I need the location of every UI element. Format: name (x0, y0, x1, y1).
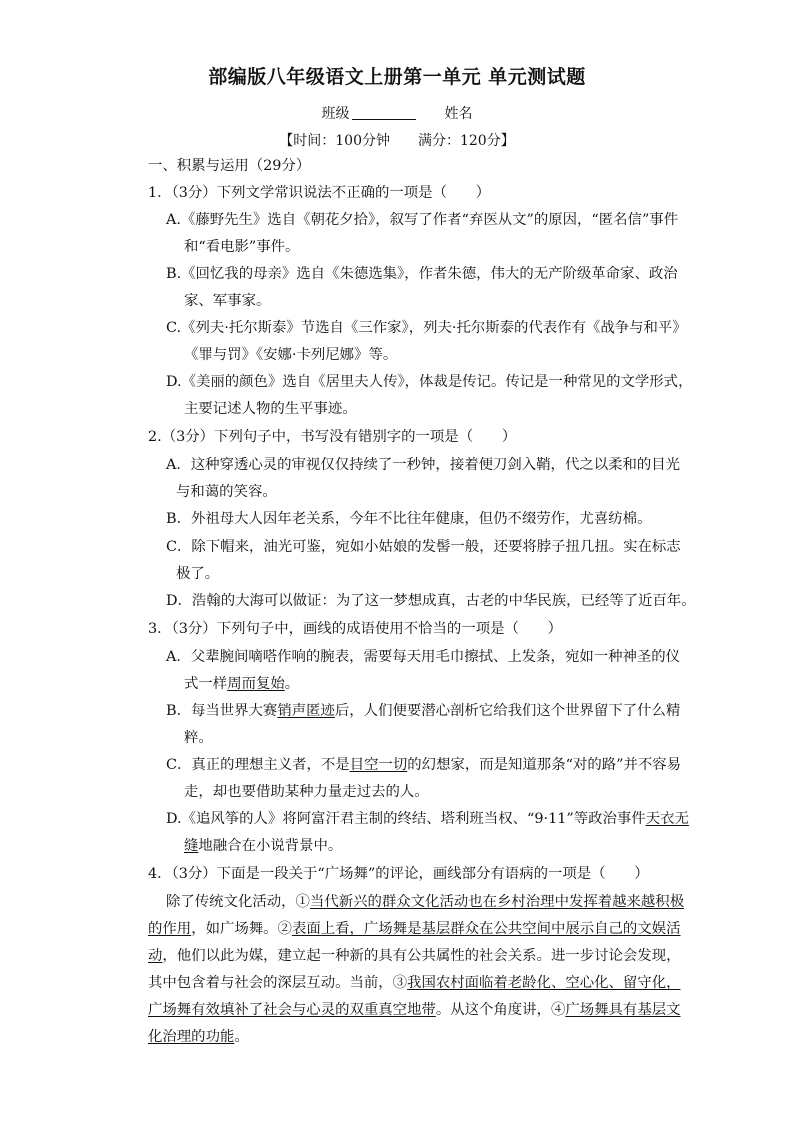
q4-passage-line-1 (166, 892, 684, 912)
underlined-phrase: 的作用 (148, 921, 192, 937)
underlined-idiom: 销声匿迹 (277, 703, 335, 719)
q1-option-d: D.《美丽的颜色》选自《居里夫人传》，体裁是传记。传记是一种常见的文学形式， (166, 374, 693, 390)
q1-option-b-cont: 家、军事家。 (184, 293, 271, 309)
time-info: 【时间：100分钟 满分：120分】 (279, 133, 515, 149)
text-span: 。 (284, 676, 300, 692)
q2-option-a-cont: 与和蔼的笑容。 (176, 484, 277, 500)
underlined-phrase: 广场舞有效填补了社会与心灵的双重真空地带 (148, 1002, 436, 1018)
underlined-idiom: 天衣无 (645, 811, 689, 827)
q4-passage-line-6 (148, 1027, 249, 1047)
underlined-idiom: 周而复始 (227, 676, 285, 692)
text-span: 后，人们便要潜心剖析它给我们这个世界留下了什么精 (334, 703, 681, 719)
q2-option-b: B．外祖母大人因年老关系，今年不比往年健康，但仍不缀劳作，尤喜纺棉。 (166, 511, 652, 527)
q3-option-a: A．父辈腕间嘀嗒作响的腕表，需要每天用毛巾擦拭、上发条，宛如一种神圣的仪 (166, 649, 681, 665)
text-span: 式一样 (184, 676, 228, 692)
q1-option-c: C.《列夫·托尔斯泰》节选自《三作家》，列夫·托尔斯泰的代表作有《战争与和平》 (166, 320, 687, 336)
q3-option-d (166, 809, 689, 829)
text-span: 地融合在小说背景中。 (198, 838, 343, 854)
q3-option-a-cont (184, 674, 299, 694)
q4-passage-line-5 (148, 1000, 681, 1020)
text-span: 。 (234, 1029, 249, 1045)
q3-option-b (166, 701, 680, 721)
text-span: 除了传统文化活动，① (166, 894, 310, 910)
class-label: 班级 (321, 106, 350, 122)
text-span: C．真正的理想主义者，不是 (166, 757, 350, 773)
text-span: B．每当世界大赛 (166, 703, 278, 719)
q1-option-a-cont: 和“看电影”事件。 (184, 239, 300, 255)
section-heading: 一、积累与运用（29分） (148, 158, 311, 174)
q4-passage-line-2 (148, 919, 681, 939)
q2-stem: 2.（3分）下列句子中，书写没有错别字的一项是（ ） (148, 429, 517, 445)
text-span: ，他们以此为媒，建立起一种新的具有公共属性的社会关系。进一步讨论会发现， (162, 948, 681, 964)
page-title: 部编版八年级语文上册第一单元 单元测试题 (208, 66, 586, 88)
class-blank[interactable] (352, 105, 416, 120)
underlined-phrase: 化治理的功能 (148, 1029, 235, 1045)
underlined-phrase: 我国农村面临着老龄化、空心化、留守化， (407, 975, 681, 991)
q3-option-d-cont (184, 836, 342, 856)
underlined-phrase: 表面上看，广场舞是基层群众在公共空间中展示自己的文娱活 (291, 921, 681, 937)
text-span: D.《追风筝的人》将阿富汗君主制的终结、塔利班当权、“9·11”等政治事件 (166, 811, 646, 827)
q1-option-a: A.《藤野先生》选自《朝花夕拾》，叙写了作者“弃医从文”的原因，“匿名信”事件 (166, 212, 679, 228)
student-info-row (0, 103, 794, 123)
text-span: 的幻想家，而是知道那条“对的路”并不容易 (407, 757, 682, 773)
q3-option-b-cont: 粹。 (184, 730, 213, 746)
text-span: 。从这个角度讲，④ (435, 1002, 566, 1018)
q2-option-c: C．除下帽来，油光可鉴，宛如小姑娘的发髻一般，还要将脖子扭几扭。实在标志 (166, 539, 681, 555)
q3-stem: 3．（3分）下列句子中，画线的成语使用不恰当的一项是（ ） (148, 621, 563, 637)
underlined-phrase: 广场舞具有基层文 (565, 1002, 681, 1018)
q1-stem: 1．（3分）下列文学常识说法不正确的一项是（ ） (148, 185, 491, 201)
q4-passage-line-4 (148, 973, 680, 993)
q2-option-a: A．这种穿透心灵的审视仅仅持续了一秒钟，接着便刀剑入鞘，代之以柔和的目光 (166, 457, 681, 473)
underlined-idiom: 缝 (184, 838, 199, 854)
name-label: 姓名 (444, 106, 473, 122)
underlined-phrase: 动 (148, 948, 163, 964)
q2-option-c-cont: 极了。 (176, 566, 220, 582)
q4-stem: 4．（3分）下面是一段关于“广场舞”的评论，画线部分有语病的一项是（ ） (148, 866, 649, 882)
q1-option-c-cont: 《罪与罚》《安娜·卡列尼娜》等。 (184, 347, 398, 363)
text-span: 其中包含着与社会的深层互动。当前，③ (148, 975, 408, 991)
q4-passage-line-3 (148, 946, 680, 966)
underlined-phrase: 当代新兴的群众文化活动也在乡村治理中发挥着越来越积极 (309, 894, 685, 910)
q1-option-b: B.《回忆我的母亲》选自《朱德选集》，作者朱德，伟大的无产阶级革命家、政治 (166, 266, 678, 282)
underlined-idiom: 目空一切 (349, 757, 408, 773)
text-span: ，如广场舞。② (191, 921, 292, 937)
q3-option-c-cont: 走，却也要借助某种力量走过去的人。 (184, 784, 429, 800)
q3-option-c (166, 755, 681, 775)
q2-option-d: D．浩翰的大海可以做证：为了这一梦想成真，古老的中华民族，已经等了近百年。 (166, 593, 696, 609)
q1-option-d-cont: 主要记述人物的生平事迹。 (184, 401, 357, 417)
